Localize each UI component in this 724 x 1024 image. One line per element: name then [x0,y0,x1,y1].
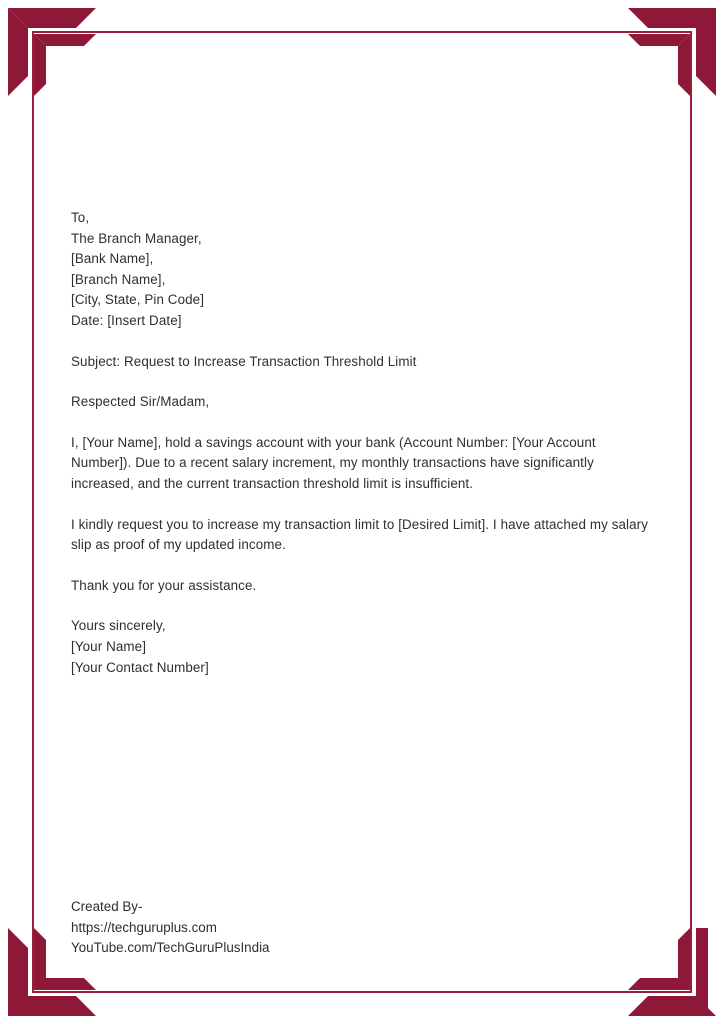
corner-ornament-top-left [8,8,96,96]
corner-ornament-top-right [628,8,716,96]
body-paragraph: Thank you for your assistance. [71,577,257,593]
body-paragraph-2-block [71,515,651,556]
signature-name: [Your Name] [71,638,147,654]
footer-credits [71,897,571,959]
footer-line-youtube: YouTube.com/TechGuruPlusIndia [71,940,270,956]
address-line: [City, State, Pin Code] [71,292,205,308]
address-line: [Branch Name], [71,271,166,287]
subject-line-block [71,352,651,373]
body-paragraph: I kindly request you to increase my transaction limit to [Desired Limit]. I have attached my salary slip as proof of my updated income. [71,516,649,553]
letter-content [71,208,651,678]
subject-line: Subject: Request to Increase Transaction Threshold Limit [71,353,417,369]
signature-contact: [Your Contact Number] [71,659,209,675]
body-paragraph-3-block [71,576,651,597]
address-line: [Bank Name], [71,251,154,267]
closing-block [71,616,651,678]
date-line: Date: [Insert Date] [71,312,182,328]
corner-ornament-bottom-right [628,928,716,1016]
closing-line: Yours sincerely, [71,618,166,634]
body-paragraph: I, [Your Name], hold a savings account with your bank (Account Number: [Your Account Number]). Due to a recent salary increment, my monthly transactions have significantly increased, and the current transaction threshold limit is insufficient. [71,434,596,491]
footer-line-created-by: Created By- [71,899,143,914]
address-line: The Branch Manager, [71,230,202,246]
salutation-block [71,392,651,413]
recipient-address-block [71,208,651,332]
body-paragraph-1-block [71,433,651,495]
address-line: To, [71,210,90,225]
salutation: Respected Sir/Madam, [71,394,210,410]
footer-line-website: https://techguruplus.com [71,919,217,935]
